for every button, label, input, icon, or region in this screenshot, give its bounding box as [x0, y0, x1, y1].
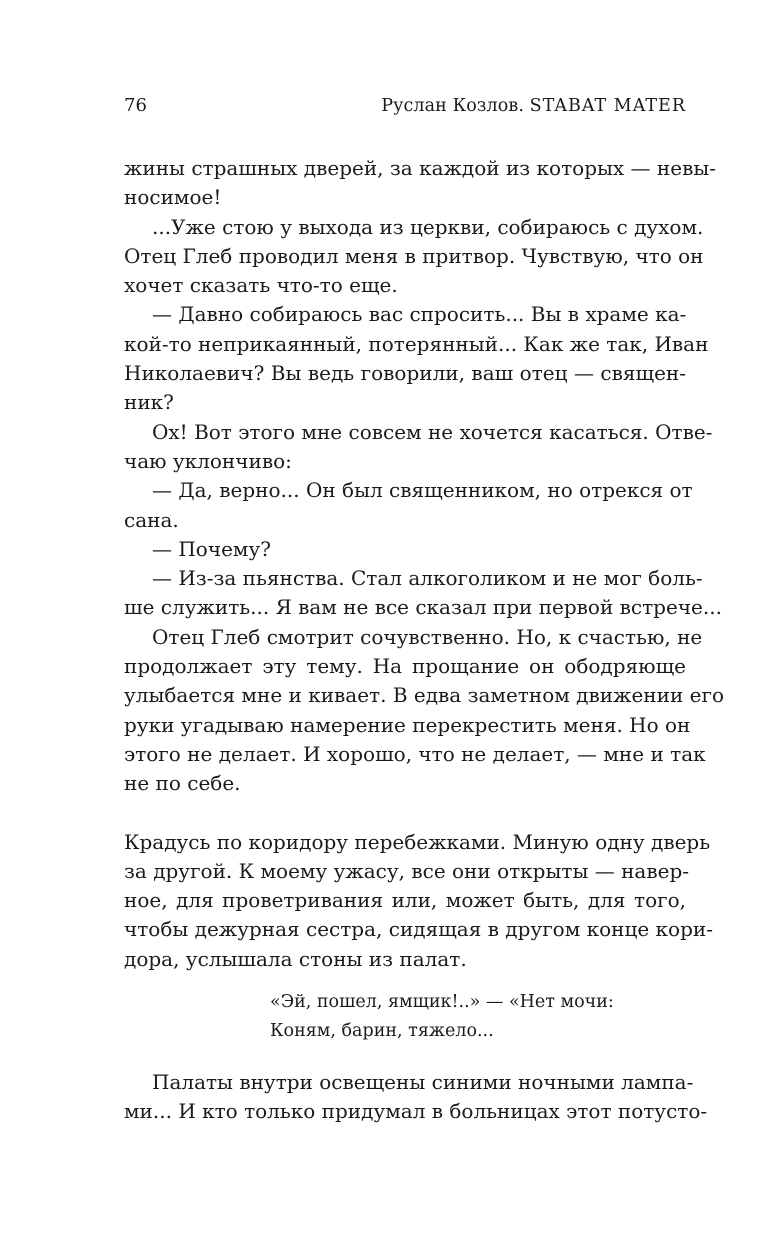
text-line: Отец Глеб смотрит сочувственно. Но, к счастью, не [152, 624, 703, 649]
text-line: чтобы дежурная сестра, сидящая в другом конце кори- [124, 917, 713, 942]
spacer [124, 1046, 686, 1068]
paragraph [124, 300, 709, 417]
text-line: ми... И кто только придумал в больницах этот потусто- [124, 1099, 708, 1124]
text-line: носимое! [124, 185, 222, 210]
paragraph [124, 535, 686, 564]
text-line: ...Уже стою у выхода из церкви, собираюсь с духом. [152, 214, 704, 239]
text-line: — Из-за пьянства. Стал алкоголиком и не мог боль- [152, 566, 703, 591]
book-title: STABAT MATER [529, 96, 686, 116]
paragraph [124, 476, 693, 535]
running-title [381, 94, 686, 118]
text-line: Отец Глеб проводил меня в притвор. Чувствую, что он [124, 243, 704, 268]
text-line: дора, услышала стоны из палат. [124, 946, 467, 971]
text-line: — Давно собираюсь вас спросить... Вы в храме ка- [152, 302, 687, 327]
text-line: за другой. К моему ужасу, все они открыты — навер- [124, 858, 690, 883]
paragraph [124, 623, 724, 799]
verse-quote [270, 988, 686, 1046]
paragraph [124, 213, 704, 301]
paragraph [124, 564, 722, 623]
text-line: жины страшных дверей, за каждой из которых — невы- [124, 156, 717, 180]
text-line: — Почему? [152, 536, 271, 561]
text-line: ше служить... Я вам не все сказал при первой встрече... [124, 595, 722, 620]
text-line: Ох! Вот этого мне совсем не хочется касаться. Отве- [152, 419, 713, 444]
text-line: не по себе. [124, 771, 241, 796]
text-line: Николаевич? Вы ведь говорили, ваш отец — священ- [124, 361, 686, 386]
text-line: сана. [124, 507, 179, 532]
running-head [124, 94, 686, 118]
text-line: ное, для проветривания или, может быть, для того, [124, 888, 686, 913]
spacer [124, 974, 686, 988]
text-line: кой-то неприкаянный, потерянный... Как же так, Иван [124, 331, 709, 356]
paragraph [124, 828, 713, 974]
text-line: Крадусь по коридору перебежками. Миную одну дверь [124, 829, 711, 854]
section-break [124, 799, 686, 828]
text-line: улыбается мне и кивает. В едва заметном движении его [124, 683, 724, 708]
text-line: продолжает эту тему. На прощание он ободряюще [124, 654, 686, 679]
page-number: 76 [124, 95, 147, 116]
paragraph [124, 1068, 708, 1127]
text-line: хочет сказать что-то еще. [124, 273, 398, 298]
author-name: Руслан Козлов. [381, 96, 524, 116]
book-page [124, 94, 724, 1127]
text-line: Палаты внутри освещены синими ночными лампа- [152, 1070, 694, 1095]
text-line: ник? [124, 390, 174, 415]
verse-line: Коням, барин, тяжело... [270, 1021, 494, 1042]
paragraph [124, 418, 713, 477]
text-line: руки угадываю намерение перекрестить меня. Но он [124, 712, 691, 737]
paragraph [124, 154, 717, 213]
text-line: чаю уклончиво: [124, 448, 292, 473]
text-line: — Да, верно... Он был священником, но отрекся от [152, 478, 693, 503]
verse-line: «Эй, пошел, ямщик!..» — «Нет мочи: [270, 992, 614, 1013]
text-line: этого не делает. И хорошо, что не делает, — мне и так [124, 741, 706, 766]
